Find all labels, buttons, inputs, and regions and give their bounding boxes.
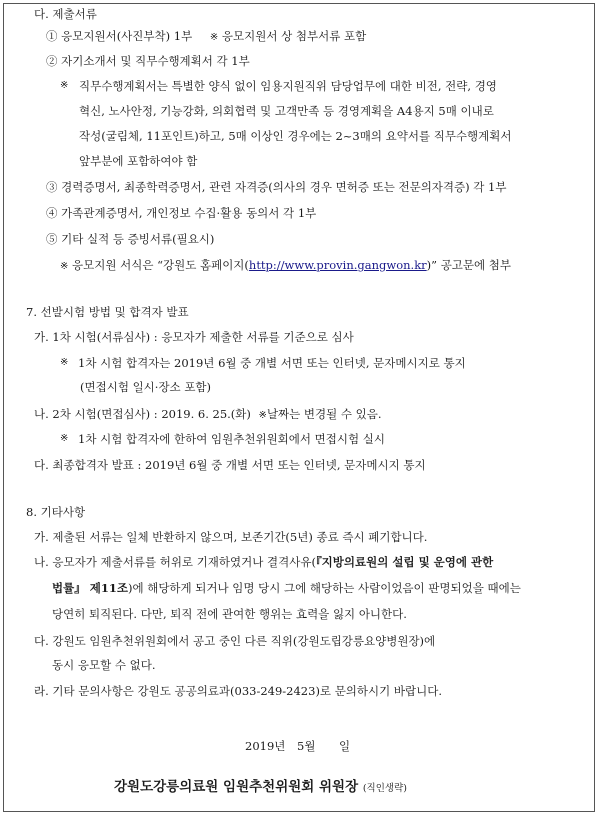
note-plan-line-4: 앞부분에 포함하여야 함 (79, 154, 198, 168)
others-na-line-2 (52, 580, 521, 596)
others-ra: 라. 기타 문의사항은 강원도 공공의료과(033-249-2423)로 문의하시기 바랍니다. (34, 684, 442, 698)
others-na-pre: 나. 응모자가 제출서류를 허위로 기재하였거나 결격사유( (34, 555, 316, 569)
reference-mark-icon: ※ (258, 410, 267, 421)
reference-mark-icon: ※ (60, 80, 69, 91)
item-family-relation: ④ 가족관계증명서, 개인정보 수집·활용 동의서 각 1부 (46, 206, 317, 220)
law-article: 법률』 제11조 (52, 581, 128, 595)
item1-text: ① 응모지원서(사진부착) 1부 (46, 29, 193, 43)
section-heading-others: 8. 기타사항 (26, 505, 86, 519)
others-na-post: )에 해당하게 되거나 임명 당시 그에 해당하는 사람이었음이 판명되었을 때에는 (127, 581, 521, 595)
form-note (60, 257, 511, 275)
reference-mark-icon: ※ (60, 261, 69, 272)
section-heading-submission: 다. 제출서류 (34, 7, 97, 21)
note-plan-line-3: 작성(굴림체, 11포인트)하고, 5매 이상인 경우에는 2~3매의 요약서를 직무수행계획서 (79, 129, 512, 143)
item-self-introduction: ② 자기소개서 및 직무수행계획서 각 1부 (46, 54, 250, 68)
reference-mark-icon: ※ (60, 433, 69, 444)
note-plan-line-2: 혁신, 노사안정, 기능강화, 의회협력 및 고객만족 등 경영계획을 A4용지 5매 이내로 (79, 104, 494, 118)
item1-note: 응모지원서 상 첨부서류 포함 (221, 29, 367, 43)
second-exam-note: 날짜는 변경될 수 있음. (266, 407, 382, 421)
others-ga: 가. 제출된 서류는 일체 반환하지 않으며, 보존기간(5년) 종료 즉시 폐기합니다. (34, 530, 428, 544)
seal-omitted: (직인생략) (362, 783, 407, 794)
date-year: 2019년 (245, 739, 286, 753)
date-month: 5월 (297, 739, 316, 753)
form-note-pre: 응모지원 서식은 “강원도 홈페이지( (72, 258, 249, 272)
second-exam-text: 나. 2차 시험(면접심사) : 2019. 6. 25.(화) (34, 407, 251, 421)
reference-mark-icon: ※ (209, 32, 219, 43)
final-announcement: 다. 최종합격자 발표 : 2019년 6월 중 개별 서면 또는 인터넷, 문자메시지 통지 (34, 458, 426, 472)
form-note-post: )” 공고문에 첨부 (426, 258, 512, 272)
others-na-line-1 (34, 554, 493, 570)
second-exam (34, 406, 382, 424)
item-application-form (46, 28, 366, 46)
first-exam-note-line-1: 1차 시험 합격자는 2019년 6월 중 개별 서면 또는 인터넷, 문자메시지로 통지 (78, 356, 466, 370)
homepage-link[interactable]: http://www.provin.gangwon.kr (248, 258, 427, 272)
note-plan-line-1: 직무수행계획서는 특별한 양식 없이 임용지원직위 담당업무에 대한 비전, 전략, 경영 (79, 79, 497, 93)
first-exam: 가. 1차 시험(서류심사) : 응모자가 제출한 서류를 기준으로 심사 (34, 330, 354, 344)
date-day: 일 (339, 739, 351, 753)
reference-mark-icon: ※ (60, 357, 69, 368)
section-heading-selection: 7. 선발시험 방법 및 합격자 발표 (26, 305, 189, 319)
law-name: 『지방의료원의 설립 및 운영에 관한 (315, 555, 494, 569)
item-certificates: ③ 경력증명서, 최종학력증명서, 관련 자격증(의사의 경우 면허증 또는 전문의자격증) 각 1부 (46, 180, 507, 194)
others-da-line-1: 다. 강원도 임원추천위원회에서 공고 중인 다른 직위(강원도립강릉요양병원장)에 (34, 634, 436, 648)
item-other-documents: ⑤ 기타 실적 등 증빙서류(필요시) (46, 232, 215, 246)
first-exam-note-line-2: (면접시험 일시·장소 포함) (80, 380, 212, 394)
others-da-line-2: 동시 응모할 수 없다. (52, 658, 156, 672)
signature (114, 779, 407, 797)
signature-text: 강원도강릉의료원 임원추천위원회 위원장 (114, 779, 359, 795)
others-na-line-3: 당연히 퇴직된다. 다만, 퇴직 전에 관여한 행위는 효력을 잃지 아니한다. (52, 607, 407, 621)
second-exam-sub: 1차 시험 합격자에 한하여 임원추천위원회에서 면접시험 실시 (78, 432, 385, 446)
